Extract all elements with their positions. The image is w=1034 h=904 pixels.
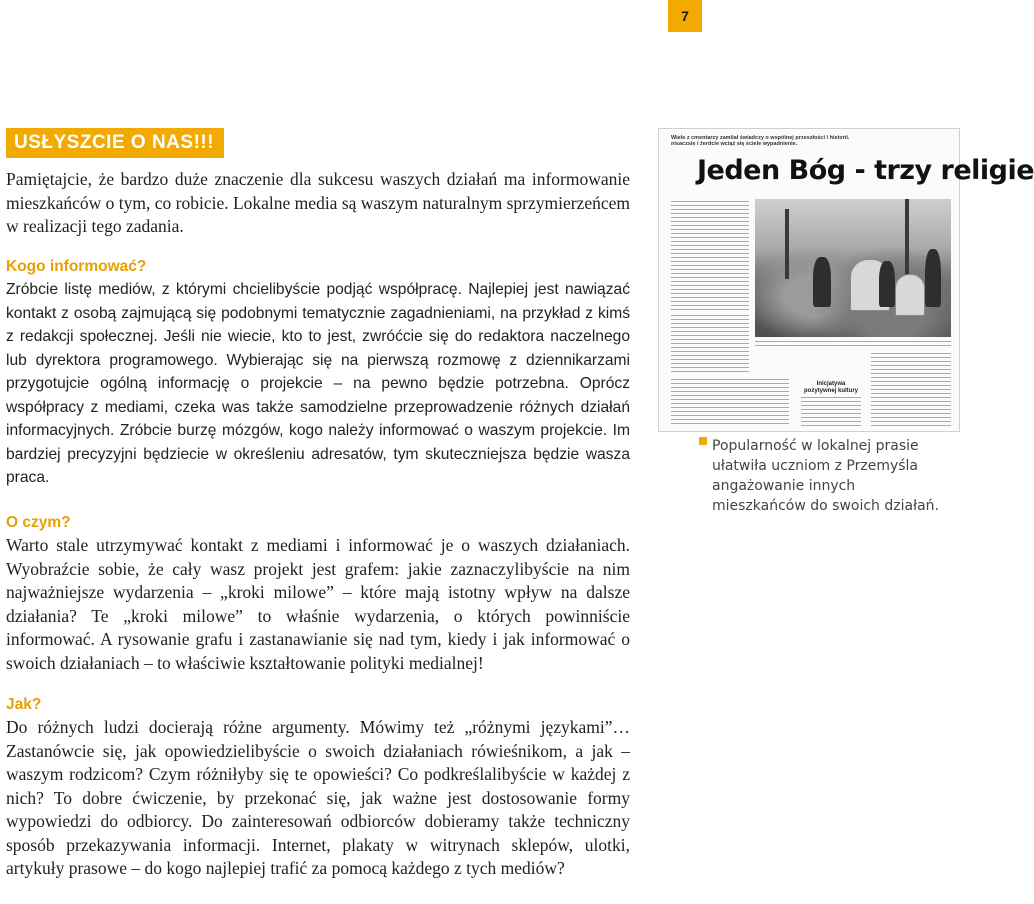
oczym-heading: O czym? [6,514,71,531]
clipping-lead: Wiele z cmentarzy zamilał świadczy o wspólnej przeszłości i historii. nisaczsie i żerdcie wciąż się ściele wypadnienie. [671,135,850,147]
clipping-photo-caption [755,341,951,347]
photo-tree [905,199,909,279]
intro-paragraph: Pamiętajcie, że bardzo duże znaczenie dla sukcesu waszych działań ma informowanie mieszkańców o tym, co robicie. Lokalne media są waszym naturalnym sprzymierzeńcem w realizacji tego zadania. [6,169,630,236]
photo-person [925,249,941,307]
clipping-column-text [871,353,951,427]
jak-paragraph: Do różnych ludzi docierają różne argumenty. Mówimy też „różnymi językami”… Zastanówcie się, jak opowiedzielibyście o swoich działaniach rówieśnikom, a jak – waszym rodzicom? Czym różniłyby się te opowieści? Co podkreślalibyście w każdej z nich? To dobre ćwiczenie, by przekonać się, jak ważne jest dostosowanie formy wypowiedzi do odbiorcy. Do zainteresowań odbiorców dobieramy także techniczny sposób przekazywania informacji. Internet, plakaty w witrynach sklepów, ulotki, artykuły prasowe – do kogo najlepiej trafić za pomocą każdego z tych mediów? [6,717,630,878]
intro-block [6,168,630,239]
oczym-section [6,512,630,675]
page-number: 7 [668,0,702,32]
clipping-headline: Jeden Bóg - trzy religie [697,155,1034,186]
newspaper-clipping [658,128,1034,432]
kogo-paragraph: Zróbcie listę mediów, z którymi chcielibyście podjąć współpracę. Najlepiej jest nawiązać kontakt z osobą zajmującą się podobnymi tematycznie zagadnieniami, na przykład z kimś z redakcji społecznej. Jeśli nie wiecie, kto to jest, zwróćcie się do redaktora naczelnego lub dyrektora programowego. Wybierając się na pierwszą rozmowę z dziennikarzami przygotujcie ogólną informację o projekcie – na pewno będzie potrzebna. Oprócz współpracy z mediami, czeka was także samodzielne przeprowadzenie różnych działań informacyjnych. Zróbcie burzę mózgów, kogo należy informować o waszym projekcie. Im bardziej precyzyjni będziecie w określeniu adresatów, tym skuteczniejsza będzie wasza praca. [6,281,630,486]
jak-heading: Jak? [6,696,42,713]
clipping-column-text [801,397,861,427]
clipping-subhead: Inicjatywa pozytywnej kultury [803,381,858,394]
clipping-column-text [671,379,789,427]
photo-caption: Popularność w lokalnej prasie ułatwiła uczniom z Przemyśla angażowanie innych mieszkańców do swoich działań. [712,438,939,514]
photo-tree [785,209,789,279]
clipping-column-text [671,315,749,373]
section-title: USŁYSZCIE O NAS!!! [6,128,224,158]
photo-person [813,257,831,307]
clipping-photo [755,199,951,337]
kogo-section [6,256,630,490]
photo-gravestone [895,274,925,316]
oczym-paragraph: Warto stale utrzymywać kontakt z mediami i informować je o waszych działaniach. Wyobraźcie sobie, że cały wasz projekt jest grafem: jakie zaznaczylibyście na nim najważniejsze wydarzenia – „kroki milowe” – które mają istotny wpływ na dalsze działania? Te „kroki milowe” to właśnie wydarzenia, o których powinniście informować. A rysowanie grafu i zastanawianie się nad tym, kiedy i jak informować o swoich działaniach – to właściwie kształtowanie polityki medialnej! [6,535,630,673]
caption-marker [699,437,707,445]
jak-section [6,694,630,881]
kogo-heading: Kogo informować? [6,258,147,275]
clipping-column-text [671,201,749,311]
photo-person [879,261,895,307]
